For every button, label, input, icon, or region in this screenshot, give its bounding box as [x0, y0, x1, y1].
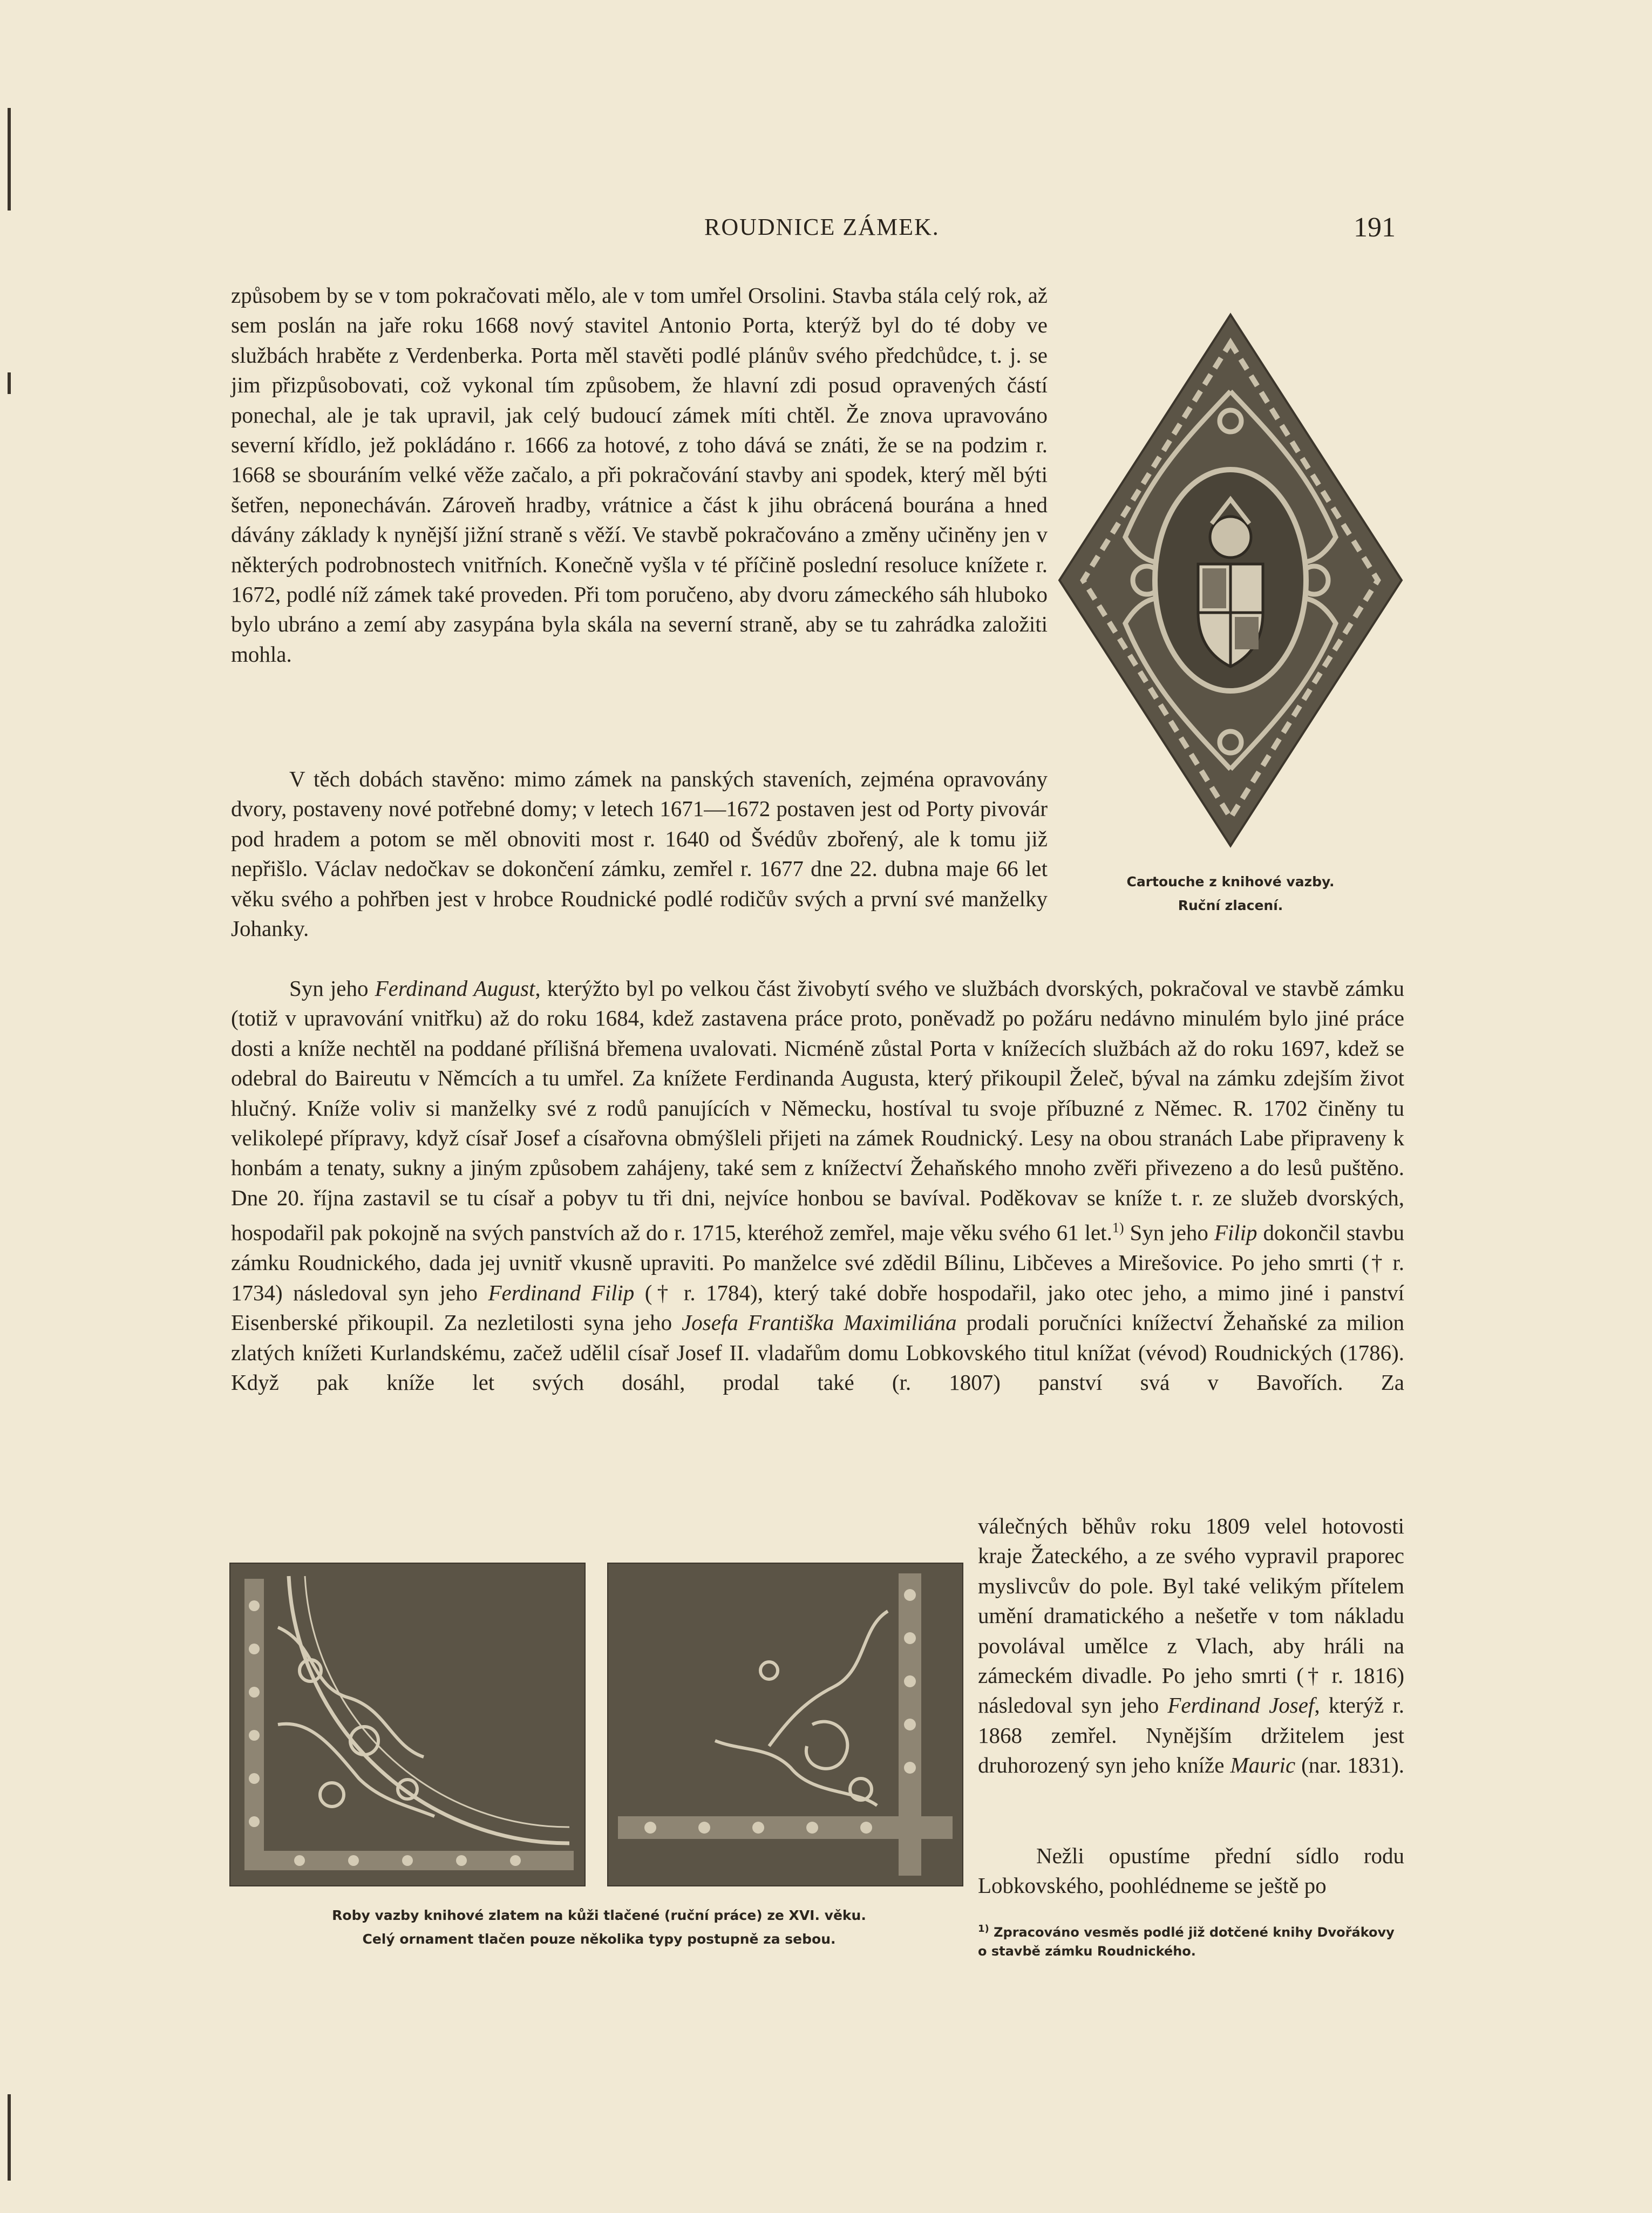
- name-mauric: Mauric: [1230, 1753, 1296, 1778]
- name-josef-frantisek-maximilian: Josefa Františka Maximiliána: [682, 1310, 957, 1335]
- cartouche-figure: [1055, 310, 1406, 850]
- text-run: († r. 1784), který také dobře hospodařil, jako otec jeho, a mimo jiné i panství Eisenberské přikoupil. Za nezletilosti syna jeho: [231, 1280, 1404, 1335]
- page-edge-mark: [8, 2094, 11, 2181]
- caption-line: Ruční zlacení.: [1178, 898, 1283, 913]
- paragraph-5: Nežli opustíme přední sídlo rodu Lobkovského, poohlédneme se ještě po: [978, 1843, 1404, 1898]
- footnote: [978, 1919, 1404, 1961]
- text-run: (nar. 1831).: [1295, 1753, 1404, 1778]
- name-ferdinand-filip: Ferdinand Filip: [488, 1280, 635, 1305]
- page-edge-mark: [8, 108, 11, 211]
- running-title: ROUDNICE ZÁMEK.: [704, 214, 940, 240]
- caption-line: Celý ornament tlačen pouze několika typy postupně za sebou.: [362, 1931, 836, 1947]
- cartouche-caption: [1058, 870, 1403, 918]
- text-run: , kterýž r. 1868 zemřel. Nynějším držitelem jest druhorozený syn jeho kníže: [978, 1693, 1404, 1778]
- caption-line: Roby vazby knihové zlatem na kůži tlačené (ruční práce) ze XVI. věku.: [332, 1907, 866, 1923]
- name-ferdinand-august: Ferdinand August: [375, 976, 535, 1001]
- ornamental-border-horizontal: [618, 1816, 953, 1839]
- paragraph-3: [231, 974, 1404, 1397]
- caption-line: Cartouche z knihové vazby.: [1126, 874, 1335, 890]
- paragraph-4: [978, 1511, 1404, 1781]
- binding-corner-figure-2: [607, 1563, 963, 1886]
- text-run: Syn jeho: [289, 976, 375, 1001]
- paragraph-1: způsobem by se v tom pokračovati mělo, ale v tom umřel Orsolini. Stavba stála celý rok, až sem poslán na jaře roku 1668 nový stavitel Antonio Porta, kterýž byl do té doby ve službách hraběte z Verdenberka. Porta měl stavěti podlé plánův svého předchůdce, t. j. se jim přizpůsobovati, což vykonal tím způsobem, že hlavní zdi posud opravených částí ponechal, ale je tak upravil, jak celý budoucí zámek míti chtěl. Že znova upravováno severní křídlo, jež pokládáno r. 1666 za hotové, z toho dává se znáti, že se na podzim r. 1668 se sbouráním velké věže začalo, a při pokračování stavby ani spodek, který měl býti šetřen, neponecháván. Zároveň hradby, vrátnice a část k jihu obrácená bourána a hned dávány základy k nynější jižní straně s věží. Ve stavbě pokračováno a změny učiněny jen v některých podrobnostech vnitřních. Konečně vyšla v té příčině poslední resoluce knížete r. 1672, podlé níž zámek také proveden. Při tom poručeno, aby dvoru zámeckého sáh hluboko bylo ubráno a zemí aby zasypána byla skála na severní straně, aby se tu zahrádka založiti mohla.: [231, 283, 1048, 667]
- text-run: dokončil stavbu zámku Roudnického, dada jej uvnitř vkusně upraviti. Po manželce své zdědil Bílinu, Libčeves a Mirešovice. Po jeho smrti († r. 1734) následoval syn jeho: [231, 1220, 1404, 1305]
- name-ferdinand-josef: Ferdinand Josef: [1167, 1693, 1315, 1718]
- paragraph-2: V těch dobách stavěno: mimo zámek na panských staveních, zejména opravovány dvory, postaveny nové potřebné domy; v letech 1671—1672 postaven jest od Porty pivovár pod hradem a potom se měl obnoviti most r. 1640 od Švédův zbořený, ale k tomu již nepřišlo. Václav nedočkav se dokončení zámku, zemřel r. 1677 dne 22. dubna maje 66 let věku svého a pohřben jest v hrobce Roudnické podlé rodičův svých a první své manželky Johanky.: [231, 766, 1048, 941]
- page-number: 191: [1354, 212, 1396, 243]
- footnote-text: Zpracováno vesměs podlé již dotčené knihy Dvořákovy o stavbě zámku Roudnického.: [978, 1925, 1395, 1959]
- bindings-caption: [227, 1904, 971, 1951]
- binding-corner-figure-1: [229, 1563, 586, 1886]
- text-run: Syn jeho: [1124, 1220, 1214, 1245]
- text-run: válečných běhův roku 1809 velel hotovosti kraje Žateckého, a ze svého vypravil praporec myslivcův do pole. Byl také velikým přítelem umění dramatického a nešetře v tom nákladu povolával umělce z Vlach, aby hráli na zámeckém divadle. Po jeho smrti († r. 1816) následoval syn jeho: [978, 1513, 1404, 1718]
- page-edge-mark: [8, 372, 11, 394]
- footnote-reference: 1): [1112, 1220, 1124, 1236]
- footnote-marker: 1): [978, 1923, 989, 1934]
- name-filip: Filip: [1214, 1220, 1257, 1245]
- text-run: prodali poručníci knížectví Žehaňské za milion zlatých knížeti Kurlandskému, začež udělil císař Josef II. vladařům domu Lobkovského titul knížat (vévod) Roudnických (1786). Když pak kníže let svých dosáhl, prodal také (r. 1807) panství svá v Bavořích. Za: [231, 1310, 1405, 1395]
- text-run: , kterýžto byl po velkou část živobytí svého ve službách dvorských, pokračoval ve stavbě zámku (totiž v upravování vnitřku) až do roku 1684, kdež zastavena práce proto, poněvadž po požáru nedávno minulém bylo jiné práce dosti a kníže nechtěl na poddané přílišná břemena uvalovati. Nicméně zůstal Porta v knížecích službách až do roku 1697, kdež se odebral do Baireutu v Němcích a tu umřel. Za knížete Ferdinanda Augusta, který přikoupil Želeč, býval na zámku zdejším život hlučný. Kníže voliv si manželky své z rodů panujících v Německu, hostíval tu svoje příbuzné z Němec. R. 1702 činěny tu velikolepé přípravy, když císař Josef a císařovna obmýšleli přijeti na zámek Roudnický. Lesy na obou stranách Labe připraveny k honbám a tenaty, sukny a jiným způsobem zahájeny, také sem z knížectví Žehaňského mnoho zvěři přivezeno a do lesů puštěno. Dne 20. října zastavil se tu císař a pobyv tu tři dni, nejvíce honbou se bavíval. Poděkovav se kníže t. r. ze služeb dvorských, hospodařil pak pokojně na svých panstvích až do r. 1715, kteréhož zemřel, maje věku svého 61 let.: [231, 976, 1404, 1245]
